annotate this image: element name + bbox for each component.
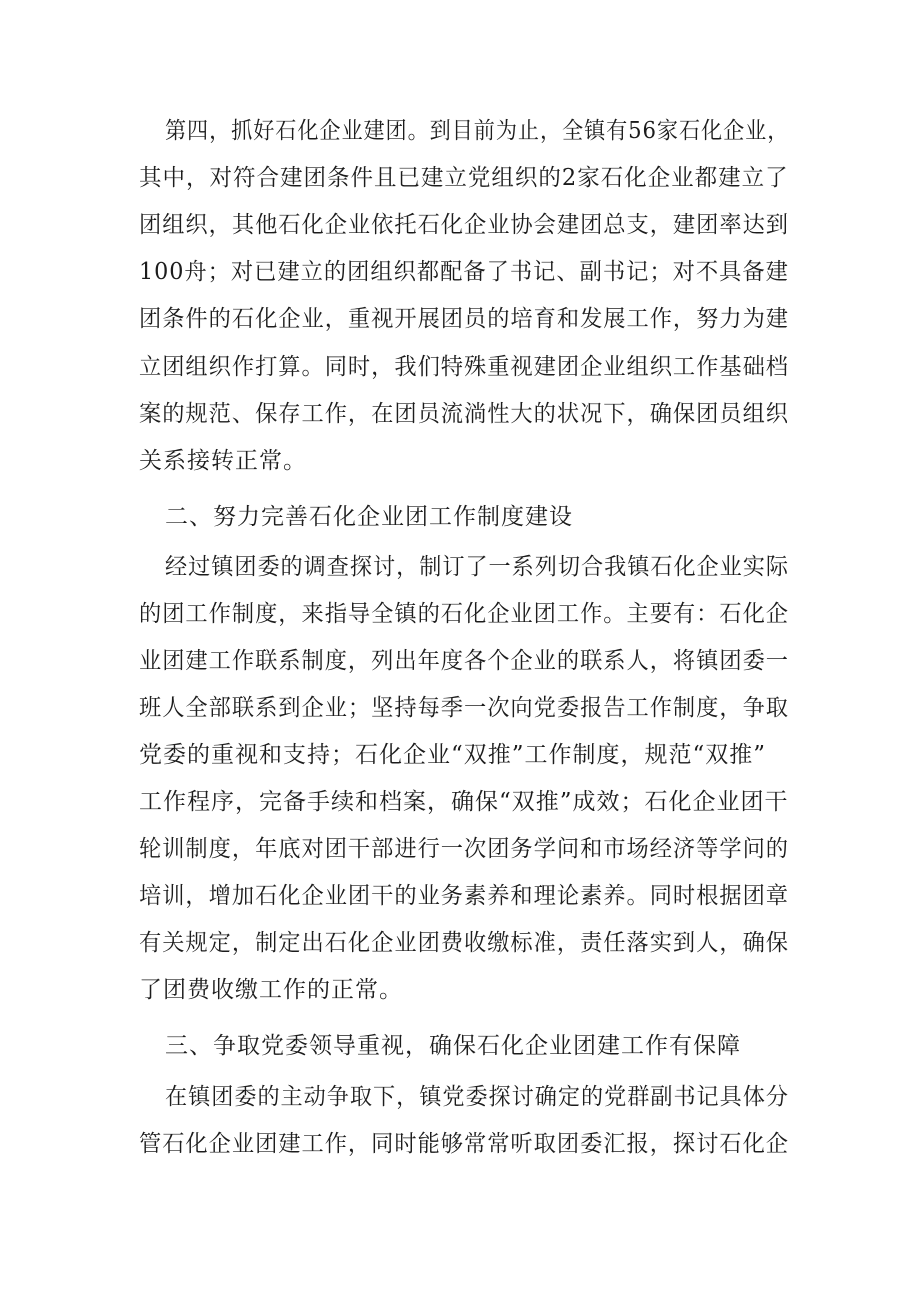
paragraph-line: 团条件的石化企业，重视开展团员的培育和发展工作，努力为建: [139, 306, 789, 332]
paragraph-line: 了团费收缴工作的正常。: [139, 977, 403, 1003]
paragraph-line: 在镇团委的主动争取下，镇党委探讨确定的党群副书记具体分: [165, 1084, 789, 1110]
paragraph-line: 的团工作制度，来指导全镇的石化企业团工作。主要有：石化企: [139, 601, 789, 627]
paragraph-line: 其中，对符合建团条件且已建立党组织的2家石化企业都建立了: [139, 165, 789, 191]
paragraph-line: 工作程序，完备手续和档案，确保“双推”成效；石化企业团干: [139, 789, 789, 815]
paragraph-line: 第四，抓好石化企业建团。到目前为止，全镇有56家石化企业，: [165, 118, 790, 144]
section-heading: 二、努力完善石化企业团工作制度建设: [165, 504, 573, 530]
paragraph-line: 100舟；对已建立的团组织都配备了书记、副书记；对不具备建: [139, 259, 789, 285]
paragraph-line: 轮训制度，年底对团干部进行一次团务学问和市场经济等学问的: [139, 836, 789, 862]
paragraph-line: 管石化企业团建工作，同时能够常常听取团委汇报，探讨石化企: [139, 1131, 789, 1157]
paragraph-line: 有关规定，制定出石化企业团费收缴标准，责任落实到人，确保: [139, 930, 789, 956]
section-heading: 三、争取党委领导重视，确保石化企业团建工作有保障: [165, 1033, 741, 1059]
paragraph-line: 业团建工作联系制度，列出年度各个企业的联系人，将镇团委一: [139, 648, 789, 674]
paragraph-line: 团组织，其他石化企业依托石化企业协会建团总支，建团率达到: [139, 212, 789, 238]
paragraph-line: 经过镇团委的调查探讨，制订了一系列切合我镇石化企业实际: [165, 554, 789, 580]
paragraph-line: 班人全部联系到企业；坚持每季一次向党委报告工作制度，争取: [139, 695, 789, 721]
paragraph-line: 关系接转正常。: [139, 448, 307, 474]
paragraph-line: 立团组织作打算。同时，我们特殊重视建团企业组织工作基础档: [139, 354, 789, 380]
paragraph-line: 案的规范、保存工作，在团员流淌性大的状况下，确保团员组织: [139, 401, 789, 427]
paragraph-line: 党委的重视和支持；石化企业“双推”工作制度，规范“双推”: [139, 742, 767, 768]
paragraph-line: 培训，增加石化企业团干的业务素养和理论素养。同时根据团章: [139, 883, 789, 909]
